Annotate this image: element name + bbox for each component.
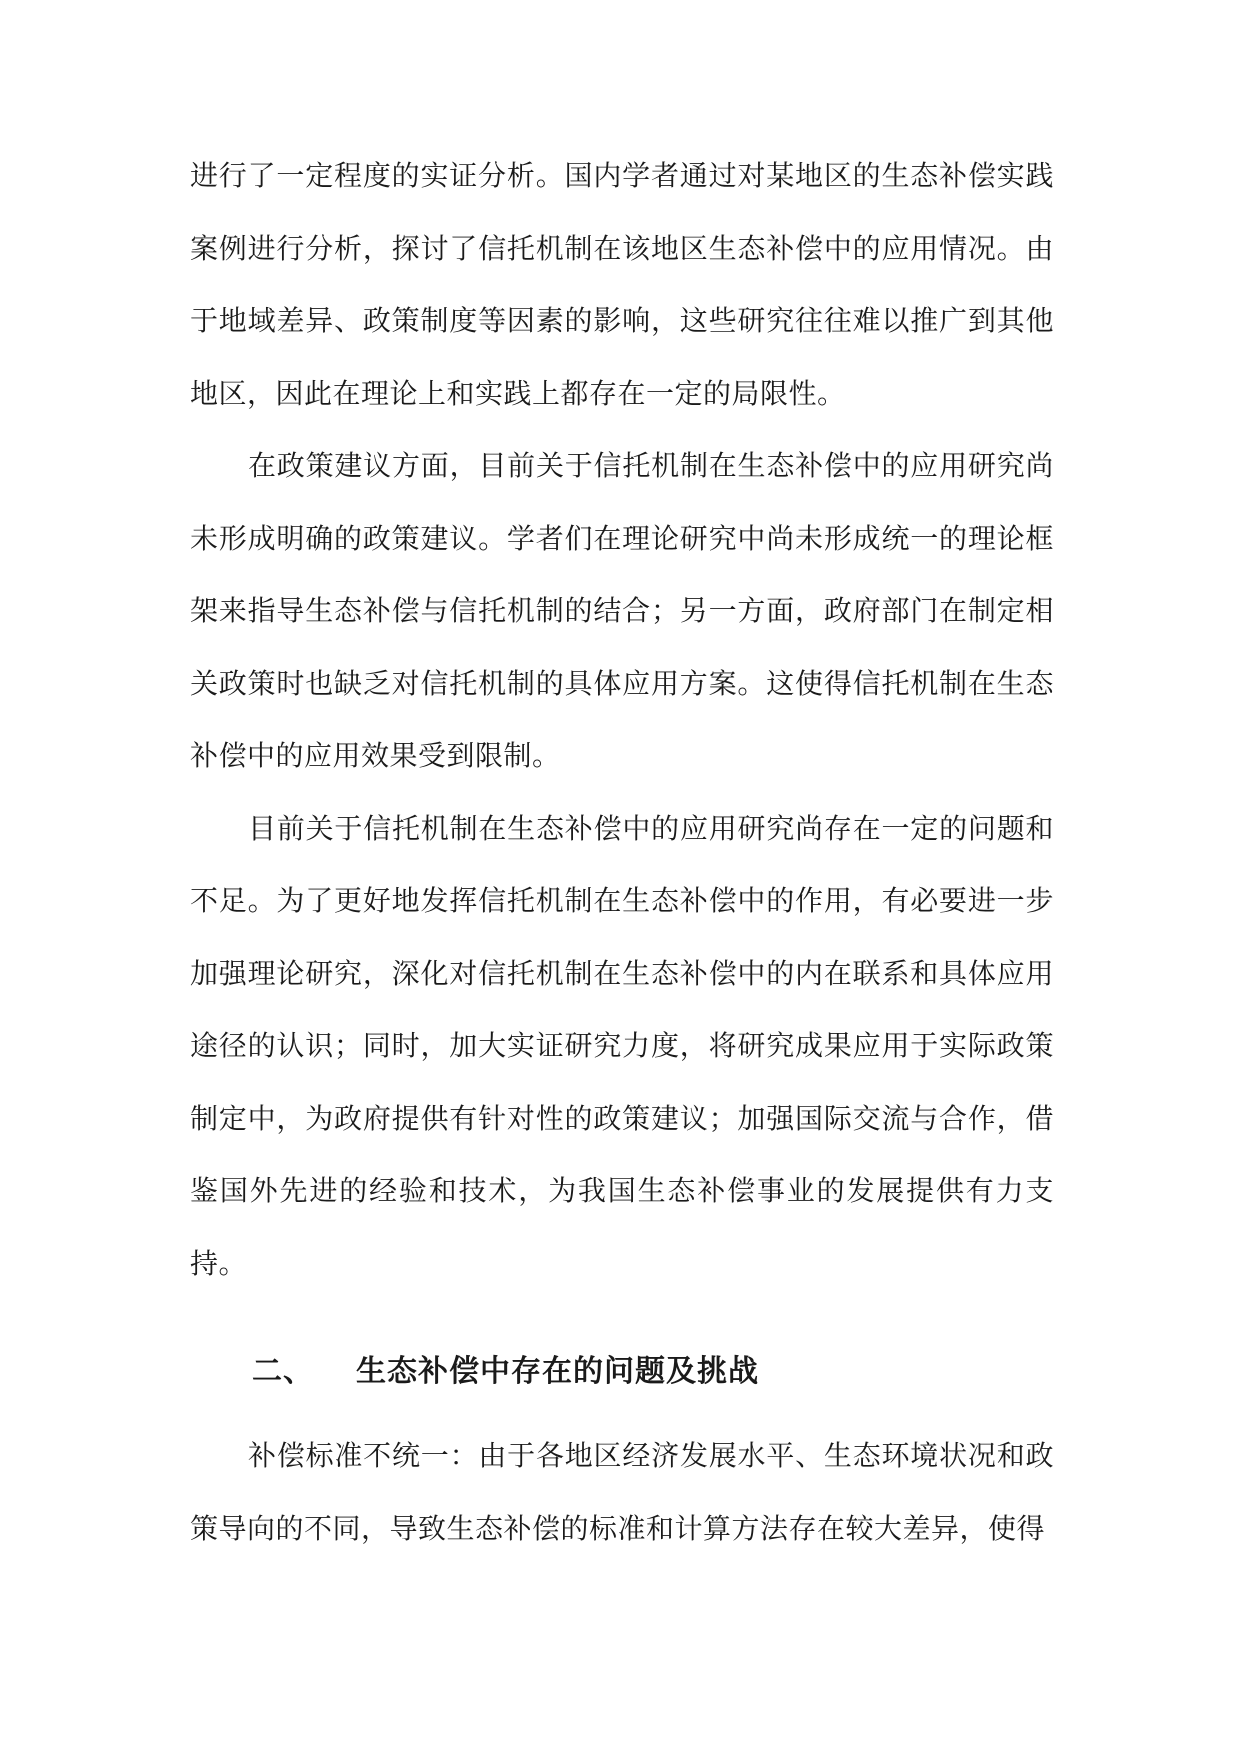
document-page <box>190 140 1054 1565</box>
paragraph-compensation-standards: 补偿标准不统一：由于各地区经济发展水平、生态环境状况和政策导向的不同，导致生态补偿的标准和计算方法存在较大差异，使得 <box>190 1439 1054 1545</box>
paragraph-continuation: 进行了一定程度的实证分析。国内学者通过对某地区的生态补偿实践案例进行分析，探讨了信托机制在该地区生态补偿中的应用情况。由于地域差异、政策制度等因素的影响，这些研究往往难以推广到其他地区，因此在理论上和实践上都存在一定的局限性。 <box>190 159 1054 410</box>
section-number: 二、 <box>252 1354 314 1389</box>
section-title: 生态补偿中存在的问题及挑战 <box>356 1354 759 1389</box>
paragraph-research-gaps: 目前关于信托机制在生态补偿中的应用研究尚存在一定的问题和不足。为了更好地发挥信托机制在生态补偿中的作用，有必要进一步加强理论研究，深化对信托机制在生态补偿中的内在联系和具体应用途径的认识；同时，加大实证研究力度，将研究成果应用于实际政策制定中，为政府提供有针对性的政策建议；加强国际交流与合作，借鉴国外先进的经验和技术，为我国生态补偿事业的发展提供有力支持。 <box>190 811 1054 1280</box>
section-heading <box>190 1340 1054 1404</box>
paragraph-policy-suggestions: 在政策建议方面，目前关于信托机制在生态补偿中的应用研究尚未形成明确的政策建议。学者们在理论研究中尚未形成统一的理论框架来指导生态补偿与信托机制的结合；另一方面，政府部门在制定相关政策时也缺乏对信托机制的具体应用方案。这使得信托机制在生态补偿中的应用效果受到限制。 <box>190 449 1054 772</box>
